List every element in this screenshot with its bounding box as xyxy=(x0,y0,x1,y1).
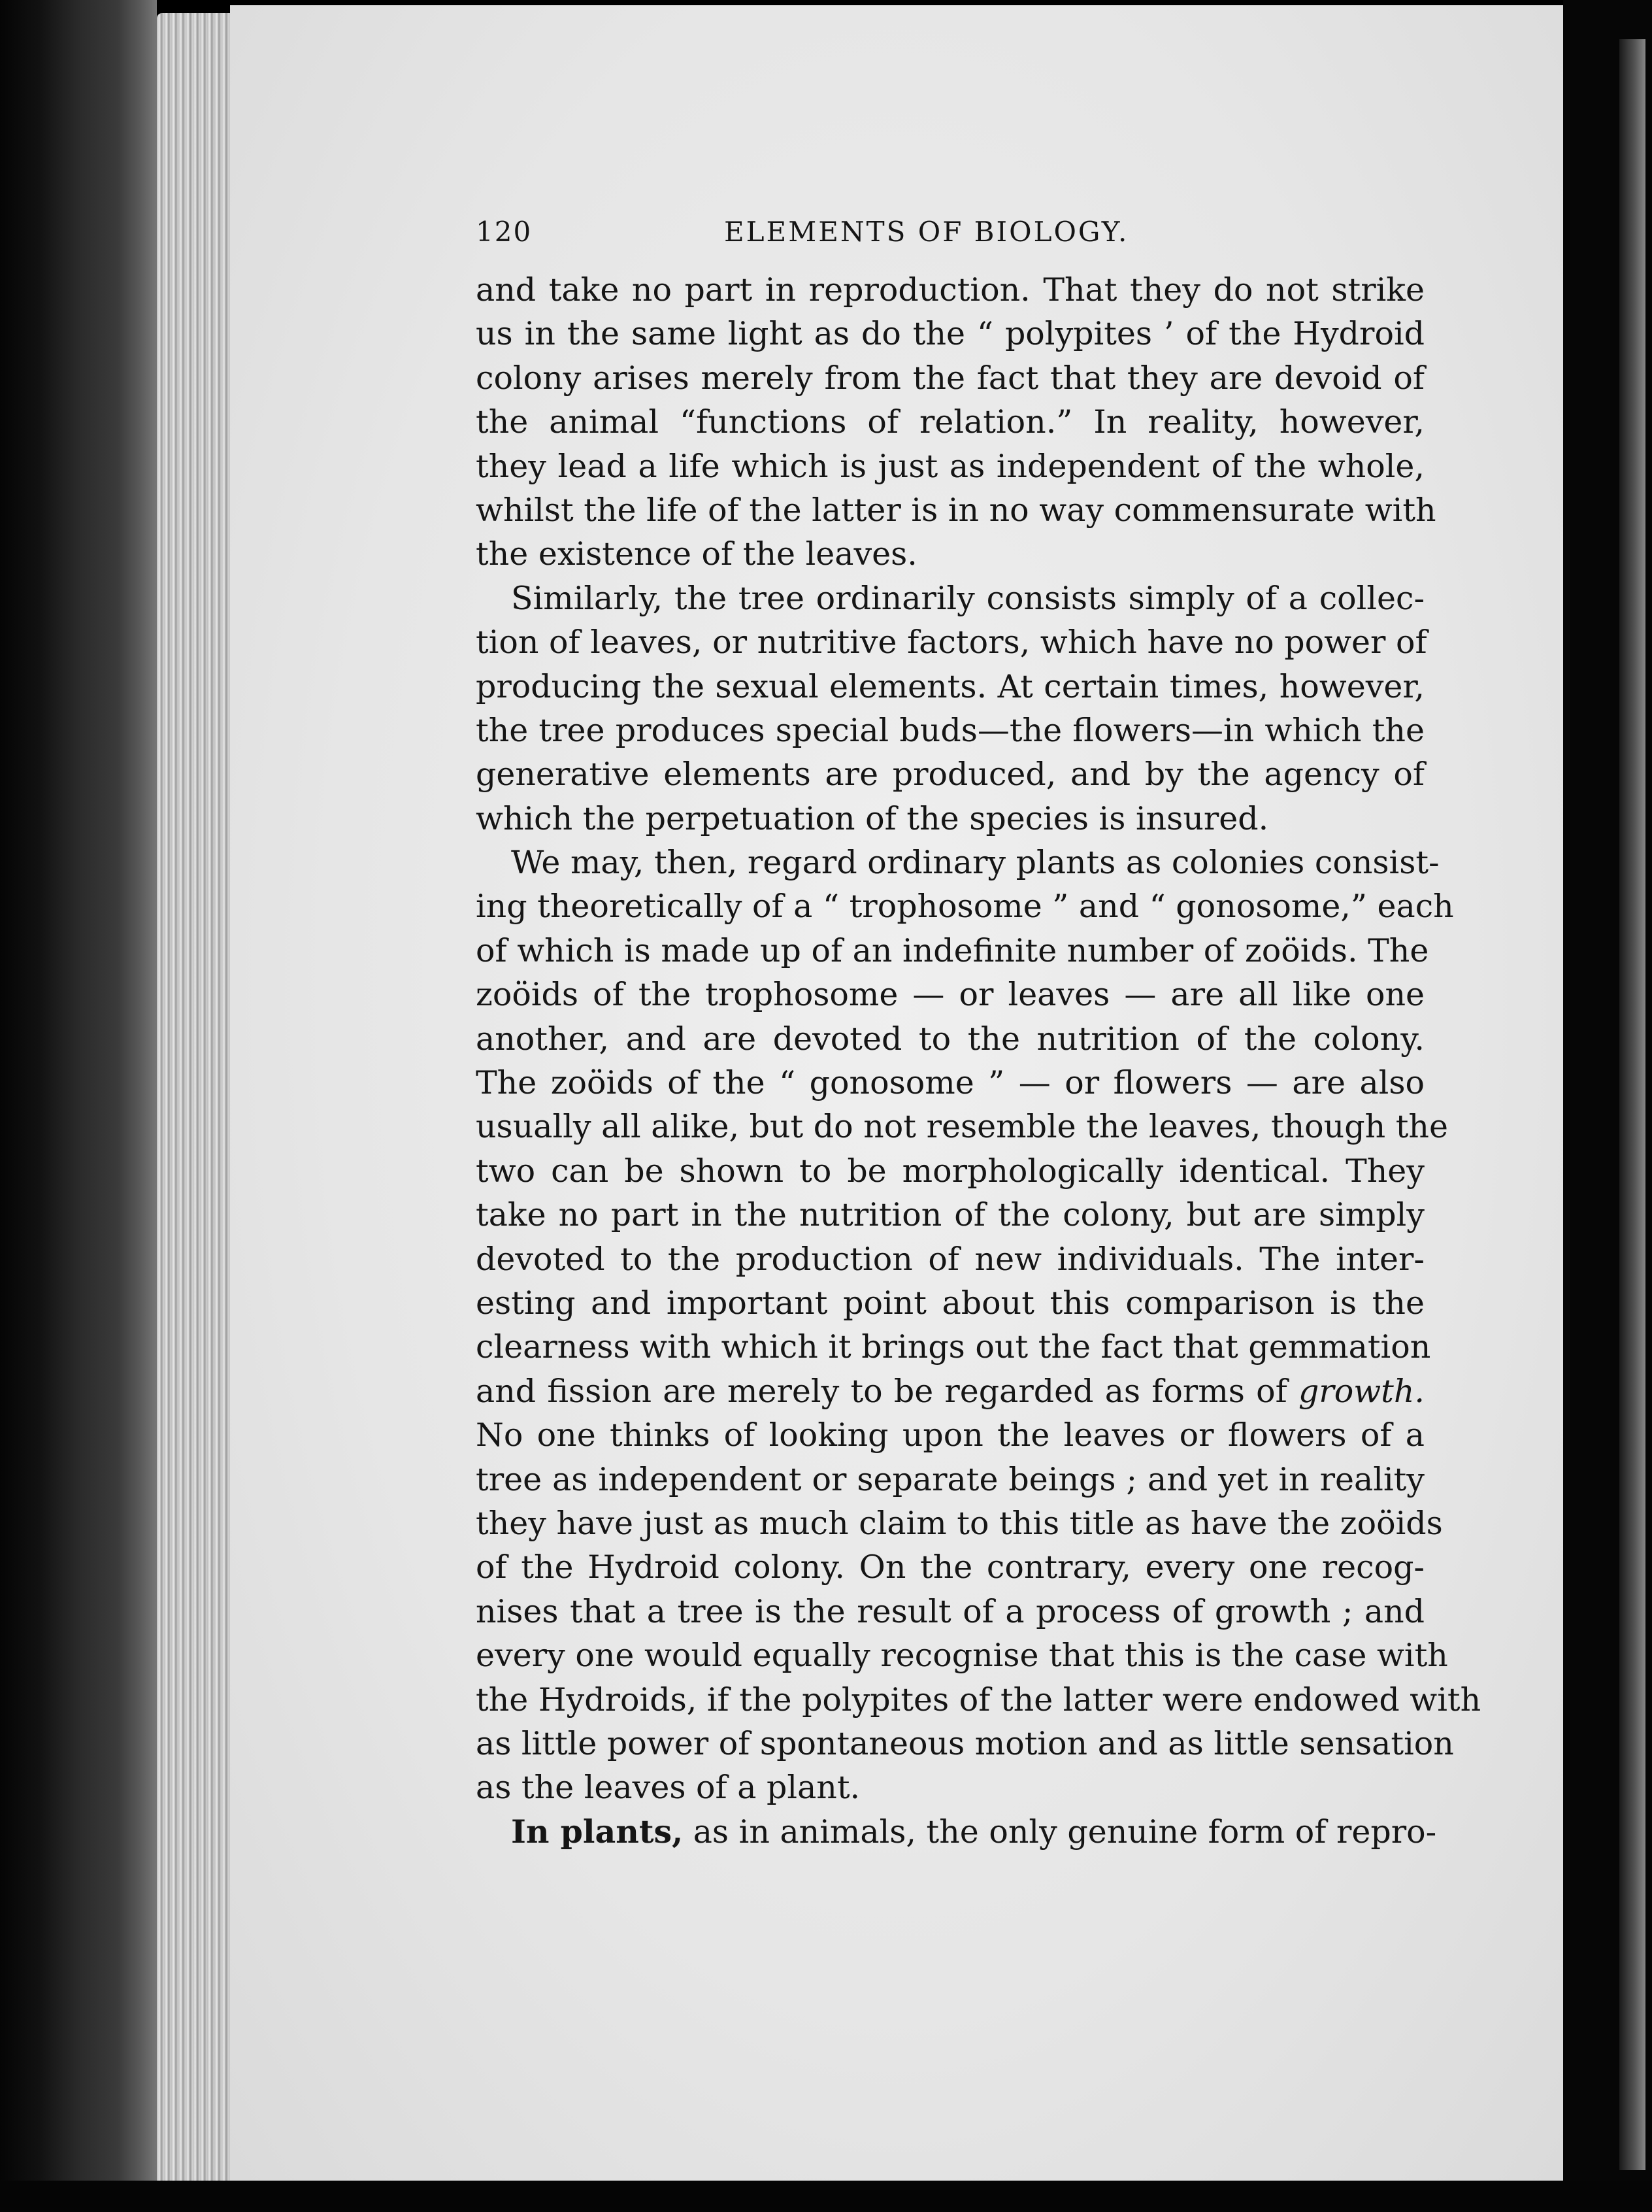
text-line: they have just as much claim to this title as have the zoöids xyxy=(476,1504,1443,1542)
text-line: producing the sexual elements. At certain times, however, xyxy=(476,667,1425,705)
text-line-part: as in animals, the only genuine form of repro- xyxy=(683,1813,1437,1851)
text-line: every one would equally recognise that this is the case with xyxy=(476,1637,1448,1675)
lead-words: In plants, xyxy=(511,1812,684,1851)
text-line-with-lead xyxy=(476,1810,1437,1854)
text-line: usually all alike, but do not resemble the leaves, though the xyxy=(476,1108,1448,1146)
text-line: ing theoretically of a “ trophosome ” and “ gonosome,” each xyxy=(476,888,1454,926)
text-line: nises that a tree is the result of a process of growth ; and xyxy=(476,1592,1425,1630)
text-line-part: and fission are merely to be regarded as forms of xyxy=(476,1372,1287,1410)
text-line: tree as independent or separate beings ; and yet in reality xyxy=(476,1460,1425,1498)
text-line: clearness with which it brings out the fact that gemmation xyxy=(476,1328,1431,1366)
paragraph-3 xyxy=(476,841,1481,1810)
stacked-page-edges xyxy=(157,13,242,2190)
text-line-with-emphasis xyxy=(476,1369,1425,1413)
paragraph-1 xyxy=(476,268,1436,577)
text-line: as the leaves of a plant. xyxy=(476,1769,861,1807)
text-line: generative elements are produced, and by the agency of xyxy=(476,756,1425,794)
text-line: We may, then, regard ordinary plants as colonies consist- xyxy=(511,844,1440,882)
book-binding-gutter xyxy=(0,0,157,2212)
text-line: Similarly, the tree ordinarily consists simply of a collec- xyxy=(511,579,1425,617)
text-line: No one thinks of looking upon the leaves or flowers of a xyxy=(476,1416,1425,1454)
text-line: which the perpetuation of the species is insured. xyxy=(476,799,1269,837)
text-line: another, and are devoted to the nutrition of the colony. xyxy=(476,1020,1425,1058)
text-line: two can be shown to be morphologically identical. They xyxy=(476,1152,1425,1190)
page-text-block xyxy=(476,216,1481,1854)
text-line: they lead a life which is just as independent of the whole, xyxy=(476,447,1425,485)
text-line: esting and important point about this comparison is the xyxy=(476,1284,1425,1322)
text-line: of which is made up of an indefinite number of zoöids. The xyxy=(476,931,1429,969)
paragraph-2 xyxy=(476,577,1425,841)
emphasis-word: growth. xyxy=(1298,1372,1425,1410)
bottom-dark-margin xyxy=(0,2181,1652,2212)
text-line: colony arises merely from the fact that they are devoid of xyxy=(476,359,1425,397)
text-line: and take no part in reproduction. That they do not strike xyxy=(476,271,1425,309)
running-title: ELEMENTS OF BIOLOGY. xyxy=(724,216,1129,248)
text-line: devoted to the production of new individuals. The inter- xyxy=(476,1240,1425,1278)
text-line: the tree produces special buds—the flowers—in which the xyxy=(476,711,1425,749)
page-number: 120 xyxy=(476,216,533,248)
next-page-edge xyxy=(1619,39,1645,2170)
page-header xyxy=(476,216,1425,268)
text-line: The zoöids of the “ gonosome ” — or flowers — are also xyxy=(476,1064,1425,1102)
text-line: as little power of spontaneous motion and as little sensation xyxy=(476,1724,1454,1762)
text-line: tion of leaves, or nutritive factors, which have no power of xyxy=(476,624,1427,662)
text-line: us in the same light as do the “ polypites ’ of the Hydroid xyxy=(476,315,1425,353)
text-line: of the Hydroid colony. On the contrary, every one recog- xyxy=(476,1549,1425,1586)
text-line: take no part in the nutrition of the colony, but are simply xyxy=(476,1196,1425,1234)
text-line: the existence of the leaves. xyxy=(476,535,917,573)
text-line: zoöids of the trophosome — or leaves — are all like one xyxy=(476,976,1425,1014)
paragraph-4 xyxy=(476,1810,1437,1854)
text-line: whilst the life of the latter is in no way commensurate with xyxy=(476,491,1436,529)
text-line: the Hydroids, if the polypites of the latter were endowed with xyxy=(476,1681,1481,1718)
text-line: the animal “functions of relation.” In reality, however, xyxy=(476,403,1425,441)
body-text xyxy=(476,268,1481,1854)
